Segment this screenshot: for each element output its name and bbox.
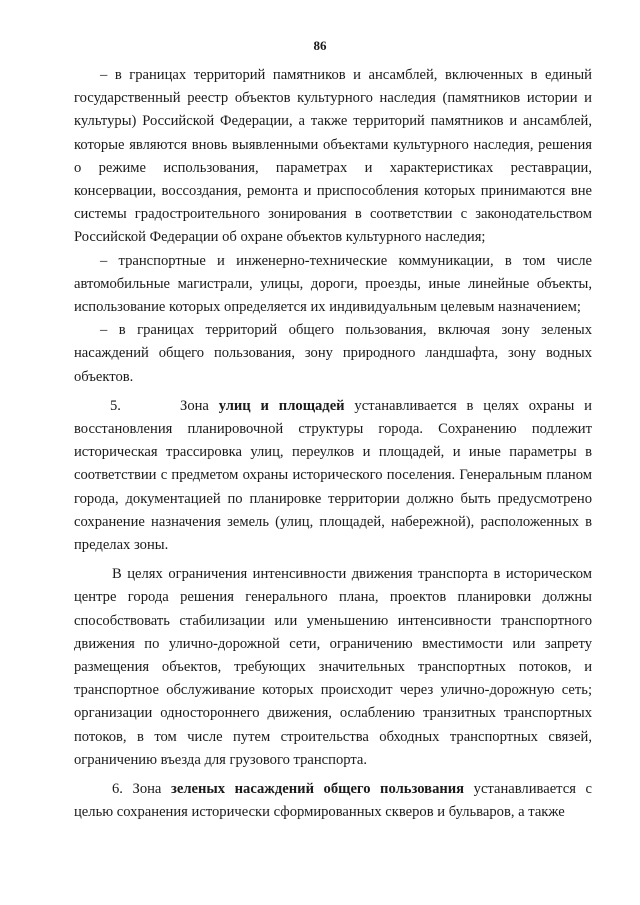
section-5-zone-name: улиц и площадей [218,397,345,414]
section-5-text: устанавливается в целях охраны и восстановления планировочной структуры города. Сохранению подлежит историческая трассировка улиц, переулков и площадей, и иные параметры в соответствии с предметом охраны исторического поселения. Генеральным планом города, документацией по планировке территории должно быть предусмотрено сохранение назначения земель (улиц, площадей, набережной), расположенных в пределах зоны. [74,397,592,554]
section-5-lead: Зона [180,397,209,414]
bullet-paragraph-public-territories: – в границах территорий общего пользования, включая зону зеленых насаждений общего пользования, зону природного ландшафта, зону водных объектов. [74,322,592,385]
section-6-number: 6. [112,781,123,798]
document-body [74,64,592,825]
section-6-text: устанавливается с целью сохранения исторически сформированных скверов и бульваров, а также [74,781,592,821]
section-5-number: 5. [110,397,121,414]
section-6-paragraph [74,778,592,824]
page-number: 86 [313,38,327,53]
bullet-paragraph-communications: – транспортные и инженерно-технические коммуникации, в том числе автомобильные магистрали, улицы, дороги, проезды, иные линейные объекты, использование которых определяется их индивидуальным целевым назначением; [74,252,592,316]
section-6-zone-name: зеленых насаждений общего пользования [170,781,465,798]
section-5-paragraph [74,395,592,557]
traffic-paragraph: В целях ограничения интенсивности движения транспорта в историческом центре города решения генерального плана, проектов планировки должны способствовать стабилизации или уменьшению интенсивности транспортного движения по улично-дорожной сети, ограничению вместимости или запрету размещения объектов, требующих значительных транспортных потоков, и транспортное обслуживание которых происходит через улично-дорожную сеть; организации одностороннего движения, ослаблению транзитных транспортных потоков, в том числе путем строительства обходных транспортных связей, ограничению въезда для грузового транспорта. [74,566,592,768]
bullet-paragraph-monuments: – в границах территорий памятников и ансамблей, включенных в единый государственный реестр объектов культурного наследия (памятников истории и культуры) Российской Федерации, а также территорий памятников и ансамблей, которые являются вновь выявленными объектами культурного наследия, решения о режиме использования, параметрах и характеристиках реставрации, консервации, воссоздания, ремонта и приспособления которых принимаются вне системы градостроительного зонирования в соответствии с законодательством Российской Федерации об охране объектов культурного наследия; [74,67,592,246]
section-6-lead: Зона [132,781,162,798]
